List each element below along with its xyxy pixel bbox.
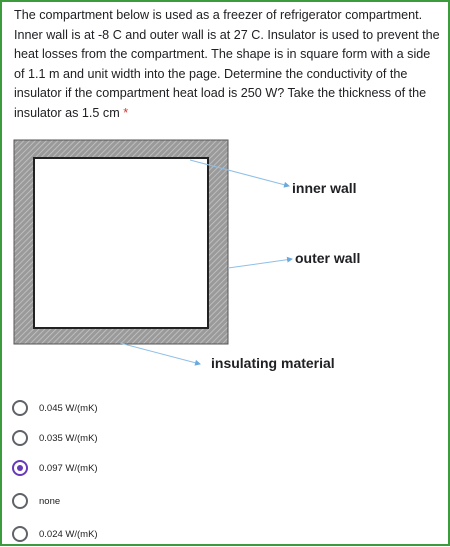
option-0097[interactable] — [12, 455, 212, 481]
inner-wall-label: inner wall — [292, 180, 357, 196]
insulating-material-arrow — [120, 343, 200, 364]
option-label: none — [39, 495, 61, 507]
option-label: 0.097 W/(mK) — [39, 462, 98, 474]
radio-button[interactable] — [12, 430, 28, 446]
outer-wall-label: outer wall — [295, 250, 361, 266]
option-label: 0.024 W/(mK) — [39, 528, 98, 540]
radio-button-selected[interactable] — [12, 460, 28, 476]
question-body: The compartment below is used as a freezer of refrigerator compartment. Inner wall is at -8 C and outer wall is at 27 C. Insulator is used to prevent the heat losses from the compartment. The shape is in square form with a side of 1.1 m and unit width into the page. Determine the conductivity of the insulator if the compartment heat load is 250 W? Take the thickness of the insulator as 1.5 cm — [14, 8, 440, 120]
outer-wall-arrow — [228, 259, 292, 268]
option-none[interactable] — [12, 488, 212, 514]
required-marker: * — [123, 105, 129, 120]
radio-button[interactable] — [12, 493, 28, 509]
radio-button[interactable] — [12, 400, 28, 416]
option-0035[interactable] — [12, 425, 212, 451]
option-label: 0.045 W/(mK) — [39, 402, 98, 414]
option-label: 0.035 W/(mK) — [39, 432, 98, 444]
insulating-material-label: insulating material — [211, 355, 335, 371]
option-0024[interactable] — [12, 521, 212, 547]
option-0045[interactable] — [12, 395, 212, 421]
inner-compartment — [34, 158, 208, 328]
radio-button[interactable] — [12, 526, 28, 542]
